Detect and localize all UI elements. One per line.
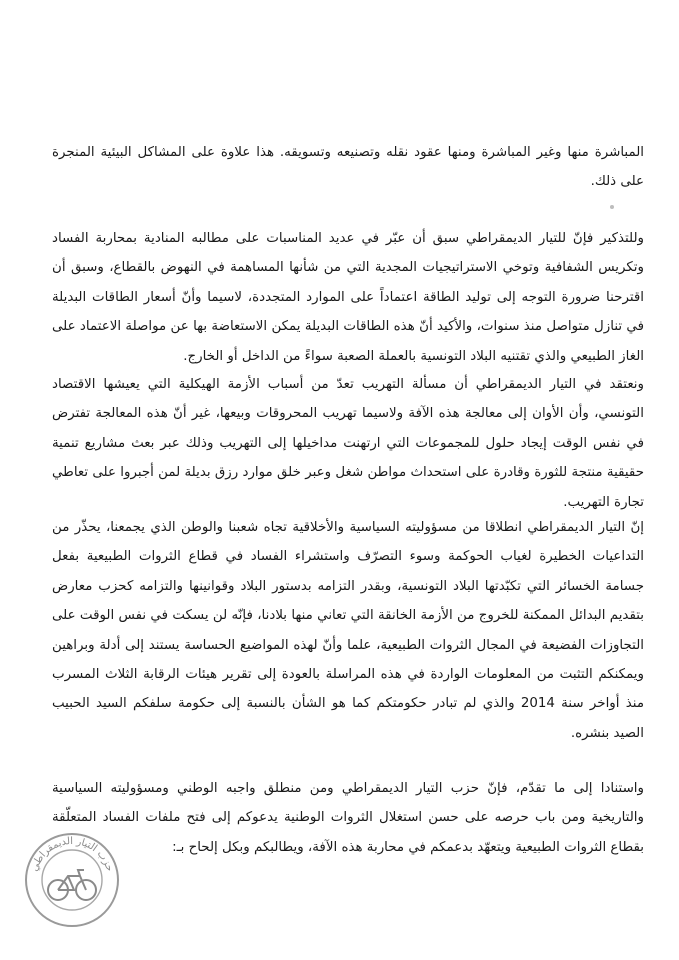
paragraph-4: إنّ التيار الديمقراطي انطلاقا من مسؤوليته السياسية والأخلاقية تجاه شعبنا والوطن الذي يجمعنا، يحذّر من التداعيات الخطيرة لغياب الحوكمة وسوء التصرّف واستشراء الفساد في قطاع الثروات الطبيعية بفعل جسامة الخسائر التي تكبّدتها البلاد التونسية، وبقدر التزامه بدستور البلاد وقوانينها والتزامه كحزب معارض بتقديم البدائل الممكنة للخروج من الأزمة الخانقة التي تعاني منها بلادنا، فإنّه لن يسكت في نفس الوقت على التجاوزات الفضيعة في المجال الثروات الطبيعية، علما وأنّ لهذه المواضيع الحساسة يستند إلى أدلة وبراهين ويمكنكم التثبت من المعلومات الواردة في هذه المراسلة بالعودة إلى تقرير هيئات الرقابة الثلاث المسرب منذ أواخر سنة 2014 والذي لم تبادر حكومتكم كما هو الشأن بالنسبة إلى حكومة سلفكم السيد الحبيب الصيد بنشره.: [52, 520, 644, 741]
paragraph-3: ونعتقد في التيار الديمقراطي أن مسألة التهريب تعدّ من أسباب الأزمة الهيكلية التي يعيشها الاقتصاد التونسي، وأن الأوان إلى معالجة هذه الآفة ولاسيما تهريب المحروقات وبيعها، غير أنّ هذه المعالجة تفترض في نفس الوقت إيجاد حلول للمجموعات التي ارتهنت مداخيلها إلى التهريب وذلك عبر بعث مشاريع تنمية حقيقية منتجة للثورة وقادرة على استحداث مواطن شغل وعبر خلق موارد رزق بديلة لمن أجبروا على تعاطي تجارة التهريب.: [52, 377, 644, 510]
party-stamp: [22, 830, 122, 930]
bicycle-icon: [48, 870, 96, 900]
stamp-seal-icon: [22, 830, 122, 930]
paragraph-5: واستنادا إلى ما تقدّم، فإنّ حزب التيار الديمقراطي ومن منطلق واجبه الوطني ومسؤوليته السياسية والتاريخية ومن باب حرصه على حسن استغلال الثروات الوطنية يدعوكم إلى فتح ملفات الفساد المتعلّقة بقطاع الثروات الطبيعية ويتعهّد بدعمكم في محاربة هذه الآفة، ويطالبكم وبكل إلحاح بـ:: [52, 781, 644, 855]
paragraph-1: المباشرة منها وغير المباشرة ومنها عقود نقله وتصنيعه وتسويقه. هذا علاوة على المشاكل البيئية المنجرة على ذلك.: [52, 145, 644, 190]
svg-text:حزب التيار الديمقراطي: [29, 836, 115, 873]
paragraph-2: وللتذكير فإنّ للتيار الديمقراطي سبق أن عبّر في عديد المناسبات على مطالبه المنادية بمحاربة الفساد وتكريس الشفافية وتوخي الاستراتيجيات المجدية التي من شأنها المساهمة في النهوض بالقطاع، وسبق أن اقترحنا ضرورة التوجه إلى توليد الطاقة اعتماداً على الموارد المتجددة، لاسيما وأنّ أسعار الطاقات البديلة في تنازل متواصل منذ سنوات، والأكيد أنّ هذه الطاقات البديلة يمكن الاستعاضة بها عن مواصلة الاعتماد على الغاز الطبيعي والذي تقتنيه البلاد التونسية بالعملة الصعبة سواءً من الداخل أو الخارج.: [52, 231, 644, 364]
scan-mark: [610, 205, 614, 209]
stamp-text: حزب التيار الديمقراطي: [29, 835, 115, 873]
